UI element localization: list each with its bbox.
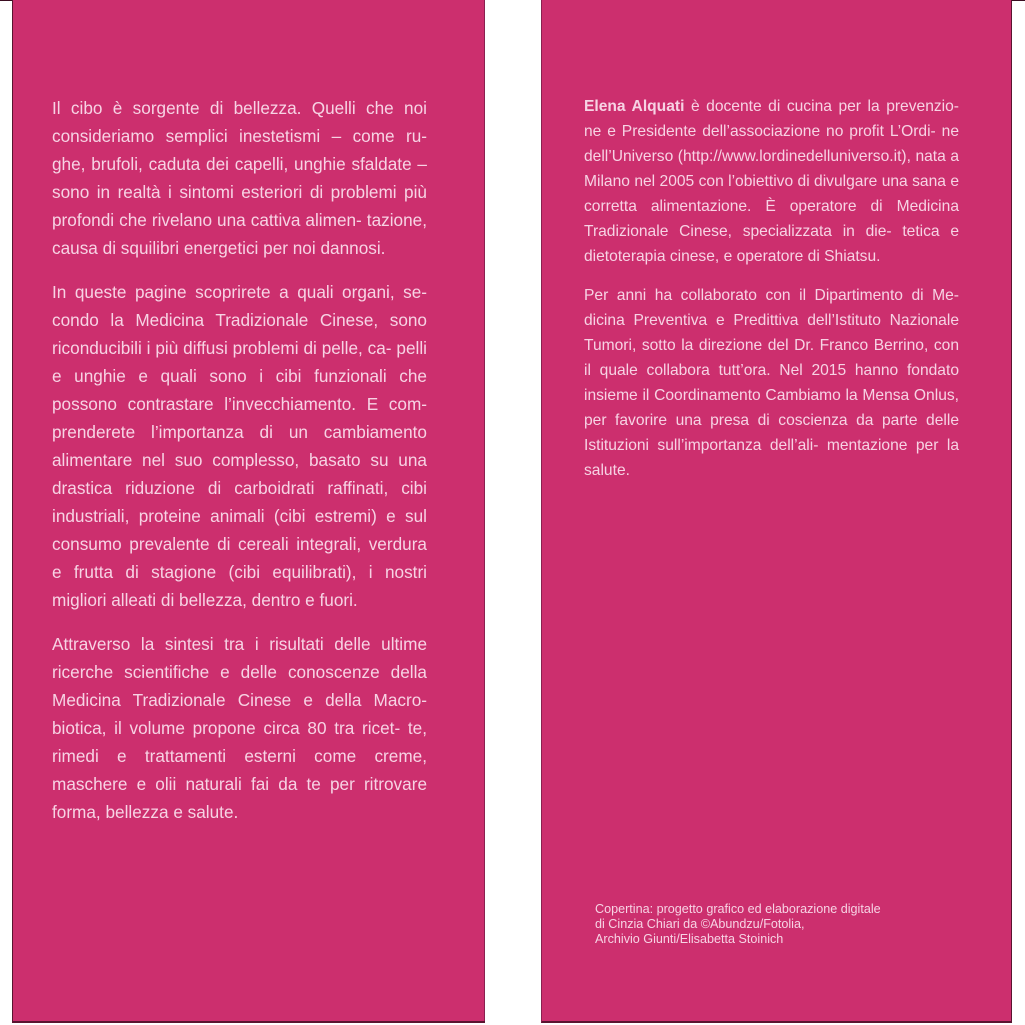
- author-name: Elena Alquati: [584, 98, 685, 115]
- bio-paragraph-1: [584, 94, 959, 269]
- credits-line-3: Archivio Giunti/Elisabetta Stoinich: [595, 932, 784, 946]
- credits-line-2: di Cinzia Chiari da ©Abundzu/Fotolia,: [595, 917, 805, 931]
- author-bio: [584, 94, 959, 497]
- description-paragraph-1: Il cibo è sorgente di bellezza. Quelli che noi consideriamo semplici inestetismi – come ru- ghe, brufoli, caduta dei capelli, unghie sfaldate – sono in realtà i sintomi esteriori di problemi più profondi che rivelano una cattiva alimen- tazione, causa di squilibri energetici per noi dannosi.: [52, 98, 427, 258]
- bio-paragraph-1-text: è docente di cucina per la prevenzio- ne e Presidente dell’associazione no profit L’Ordi- ne dell’Universo (http://www.lordinedelluniverso.it), nata a Milano nel 2005 con l’obiettivo di divulgare una sana e corretta alimentazione. È operatore di Medicina Tradizionale Cinese, specializzata in die- tetica e dietoterapia cinese, e operatore di Shiatsu.: [584, 98, 959, 265]
- spine-gutter: [485, 0, 541, 1025]
- bio-paragraph-2: Per anni ha collaborato con il Dipartimento di Me- dicina Preventiva e Predittiva dell’Istituto Nazionale Tumori, sotto la direzione del Dr. Franco Berrino, con il quale collabora tutt’ora. Nel 2015 hanno fondato insieme il Coordinamento Cambiamo la Mensa Onlus, per favorire una presa di coscienza da parte delle Istituzioni sull’importanza dell’ali- mentazione per la salute.: [584, 287, 959, 479]
- book-description: [52, 94, 427, 842]
- description-paragraph-3: Attraverso la sintesi tra i risultati delle ultime ricerche scientifiche e delle conoscenze della Medicina Tradizionale Cinese e della Macro- biotica, il volume propone circa 80 tra ricet- te, rimedi e trattamenti esterni come creme, maschere e olii naturali fai da te per ritrovare forma, bellezza e salute.: [52, 634, 427, 822]
- description-paragraph-2: In queste pagine scoprirete a quali organi, se- condo la Medicina Tradizionale Cinese, sono riconducibili i più diffusi problemi di pelle, ca- pelli e unghie e quali sono i cibi funzionali che possono contrastare l’invecchiamento. E com- prenderete l’importanza di un cambiamento alimentare nel suo complesso, basato su una drastica riduzione di carboidrati raffinati, cibi industriali, proteine animali (cibi estremi) e sul consumo prevalente di cereali integrali, verdura e frutta di stagione (cibi equilibrati), i nostri migliori alleati di bellezza, dentro e fuori.: [52, 282, 427, 610]
- credits-line-1: Copertina: progetto grafico ed elaborazione digitale: [595, 902, 881, 916]
- cover-credits: [595, 902, 935, 947]
